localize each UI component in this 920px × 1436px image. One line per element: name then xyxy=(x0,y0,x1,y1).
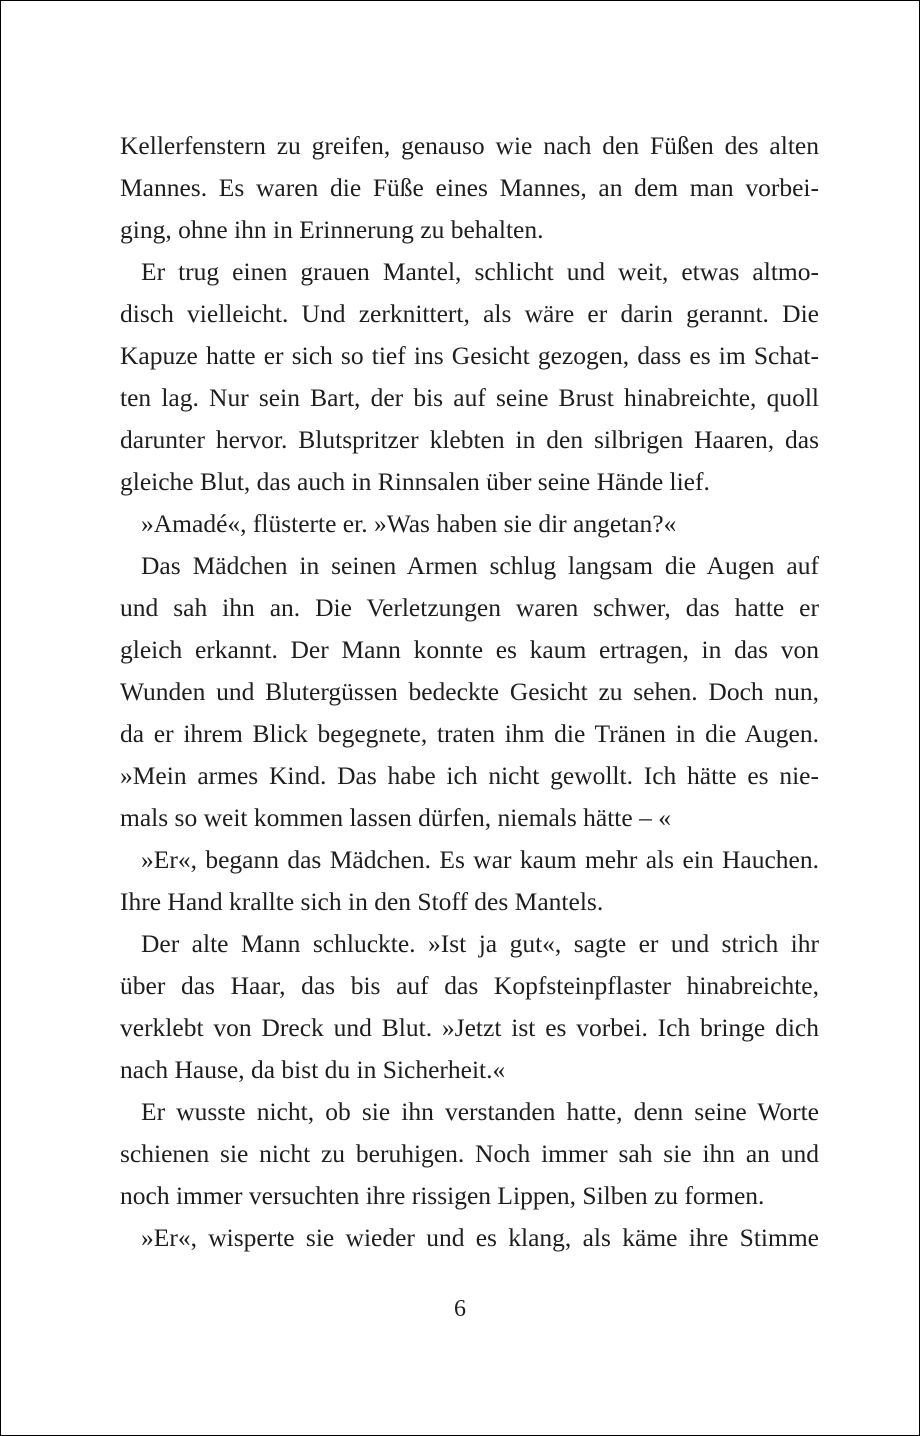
text-line: ging, ohne ihn in Erinnerung zu behalten. xyxy=(120,215,544,244)
text-line: Ihre Hand krallte sich in den Stoff des Mantels. xyxy=(120,887,604,916)
text-line: mals so weit kommen lassen dürfen, niemals hätte – « xyxy=(120,803,671,832)
text-line: verklebt von Dreck und Blut. »Jetzt ist es vorbei. Ich bringe dich xyxy=(120,1013,819,1042)
text-line: über das Haar, das bis auf das Kopfsteinpflaster hinabreichte, xyxy=(120,971,819,1000)
text-line: Kapuze hatte er sich so tief ins Gesicht gezogen, dass es im Schat- xyxy=(120,341,819,370)
paragraph xyxy=(120,503,819,545)
paragraph xyxy=(120,923,819,1091)
text-line: Er wusste nicht, ob sie ihn verstanden hatte, denn seine Worte xyxy=(141,1097,819,1126)
text-line: noch immer versuchten ihre rissigen Lippen, Silben zu formen. xyxy=(120,1181,765,1210)
text-line: »Er«, wisperte sie wieder und es klang, als käme ihre Stimme xyxy=(141,1223,819,1252)
text-line: Das Mädchen in seinen Armen schlug langsam die Augen auf xyxy=(141,551,819,580)
text-line: Der alte Mann schluckte. »Ist ja gut«, sagte er und strich ihr xyxy=(141,929,819,958)
text-line: ten lag. Nur sein Bart, der bis auf seine Brust hinabreichte, quoll xyxy=(120,383,819,412)
text-line: disch vielleicht. Und zerknittert, als wäre er darin gerannt. Die xyxy=(120,299,819,328)
paragraph xyxy=(120,251,819,503)
text-line: gleiche Blut, das auch in Rinnsalen über seine Hände lief. xyxy=(120,467,710,496)
paragraph xyxy=(120,1217,819,1259)
text-line: gleich erkannt. Der Mann konnte es kaum ertragen, in das von xyxy=(120,635,819,664)
text-line: Er trug einen grauen Mantel, schlicht und weit, etwas altmo- xyxy=(141,257,819,286)
paragraph xyxy=(120,125,819,251)
text-line: Mannes. Es waren die Füße eines Mannes, an dem man vorbei- xyxy=(120,173,819,202)
text-line: darunter hervor. Blutspritzer klebten in den silbrigen Haaren, das xyxy=(120,425,819,454)
text-line: »Mein armes Kind. Das habe ich nicht gewollt. Ich hätte es nie- xyxy=(120,761,819,790)
text-line: und sah ihn an. Die Verletzungen waren schwer, das hatte er xyxy=(120,593,819,622)
page-number: 6 xyxy=(454,1296,466,1322)
text-line: »Er«, begann das Mädchen. Es war kaum mehr als ein Hauchen. xyxy=(141,845,819,874)
text-line: Wunden und Blutergüssen bedeckte Gesicht zu sehen. Doch nun, xyxy=(120,677,819,706)
text-line: schienen sie nicht zu beruhigen. Noch immer sah sie ihn an und xyxy=(120,1139,819,1168)
text-line: »Amadé«, flüsterte er. »Was haben sie dir angetan?« xyxy=(141,509,677,538)
paragraph xyxy=(120,839,819,923)
paragraph xyxy=(120,545,819,839)
body-text xyxy=(120,125,819,1259)
text-line: da er ihrem Blick begegnete, traten ihm die Tränen in die Augen. xyxy=(120,719,819,748)
text-line: Kellerfenstern zu greifen, genauso wie nach den Füßen des alten xyxy=(120,131,819,160)
text-line: nach Hause, da bist du in Sicherheit.« xyxy=(120,1055,506,1084)
paragraph xyxy=(120,1091,819,1217)
